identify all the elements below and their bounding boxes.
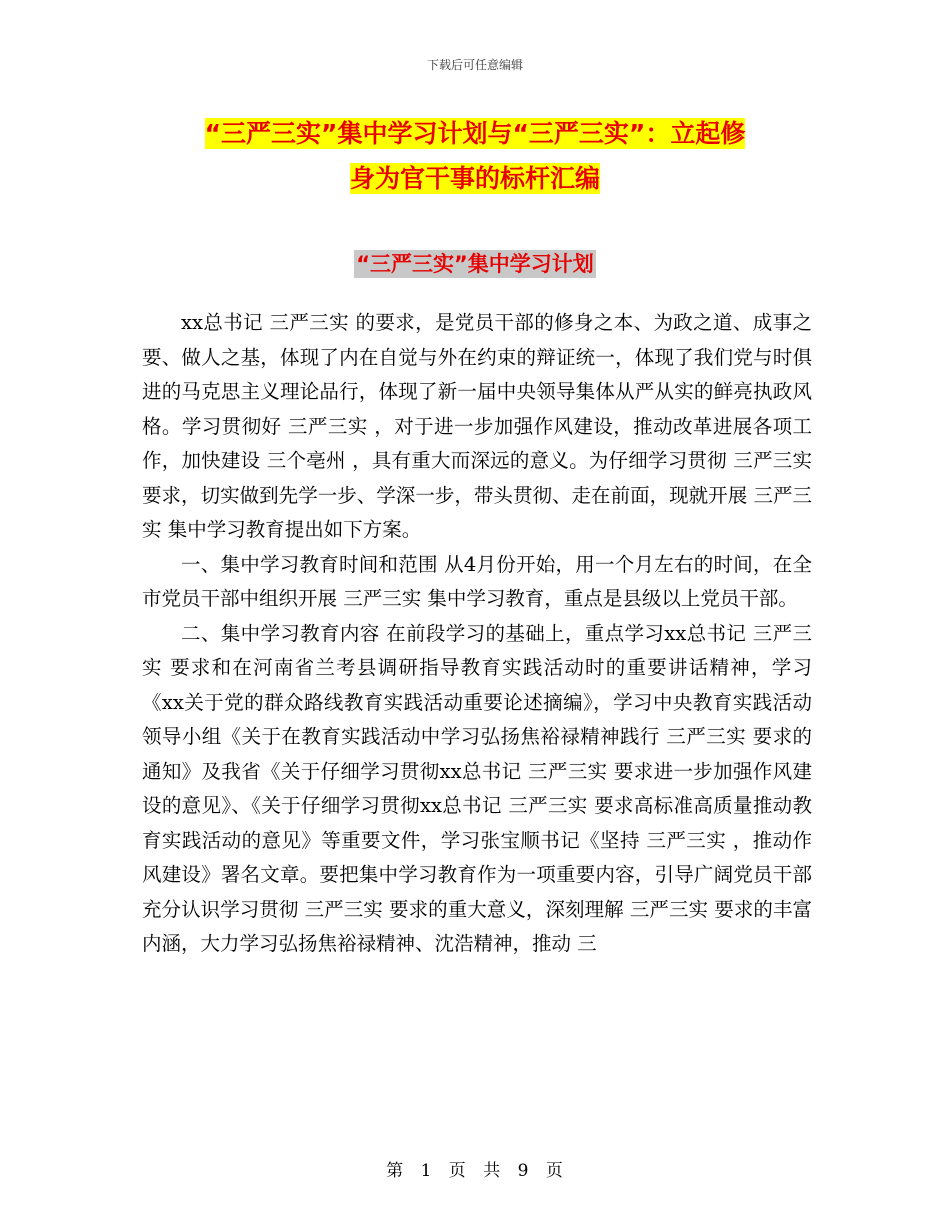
document-title-line-1: “三严三实”集中学习计划与“三严三实”：立起修 [204,119,746,148]
footer-page-word: 页 [448,1161,467,1181]
page-footer [0,1156,950,1181]
footer-suffix: 页 [545,1161,564,1181]
footer-prefix: 第 [386,1161,405,1181]
current-page-number: 1 [420,1161,433,1181]
total-page-count: 9 [517,1161,530,1181]
document-body [142,306,812,962]
paragraph-section-1: 一、集中学习教育时间和范围 从4月份开始，用一个月左右的时间，在全市党员干部中组织开展 三严三实 集中学习教育，重点是县级以上党员干部。 [142,552,812,610]
footer-total-word: 共 [483,1161,502,1181]
paragraph-intro: xx总书记 三严三实 的要求，是党员干部的修身之本、为政之道、成事之要、做人之基，体现了内在自觉与外在约束的辩证统一，体现了我们党与时俱进的马克思主义理论品行，体现了新一届中央领导集体从严从实的鲜亮执政风格。学习贯彻好 三严三实 ，对于进一步加强作风建设，推动改革进展各项工作，加快建设 三个亳州 ，具有重大而深远的意义。为仔细学习贯彻 三严三实 要求，切实做到先学一步、学深一步，带头贯彻、走在前面，现就开展 三严三实 集中学习教育提出如下方案。 [142,311,812,541]
document-title-line-2: 身为官干事的标杆汇编 [349,164,600,193]
header-note: 下载后可任意编辑 [426,58,523,72]
paragraph-section-2: 二、集中学习教育内容 在前段学习的基础上，重点学习xx总书记 三严三实 要求和在河南省兰考县调研指导教育实践活动时的重要讲话精神，学习《xx关于党的群众路线教育实践活动重要论述摘编》，学习中央教育实践活动领导小组《关于在教育实践活动中学习弘扬焦裕禄精神践行 三严三实 要求的通知》及我省《关于仔细学习贯彻xx总书记 三严三实 要求进一步加强作风建设的意见》、《关于仔细学习贯彻xx总书记 三严三实 要求高标准高质量推动教育实践活动的意见》等重要文件，学习张宝顺书记《坚持 三严三实 ，推动作风建设》署名文章。要把集中学习教育作为一项重要内容，引导广阔党员干部充分认识学习贯彻 三严三实 要求的重大意义，深刻理解 三严三实 要求的丰富内涵，大力学习弘扬焦裕禄精神、沈浩精神，推动 三 [142,621,812,955]
section-title: “三严三实”集中学习计划 [356,252,594,276]
